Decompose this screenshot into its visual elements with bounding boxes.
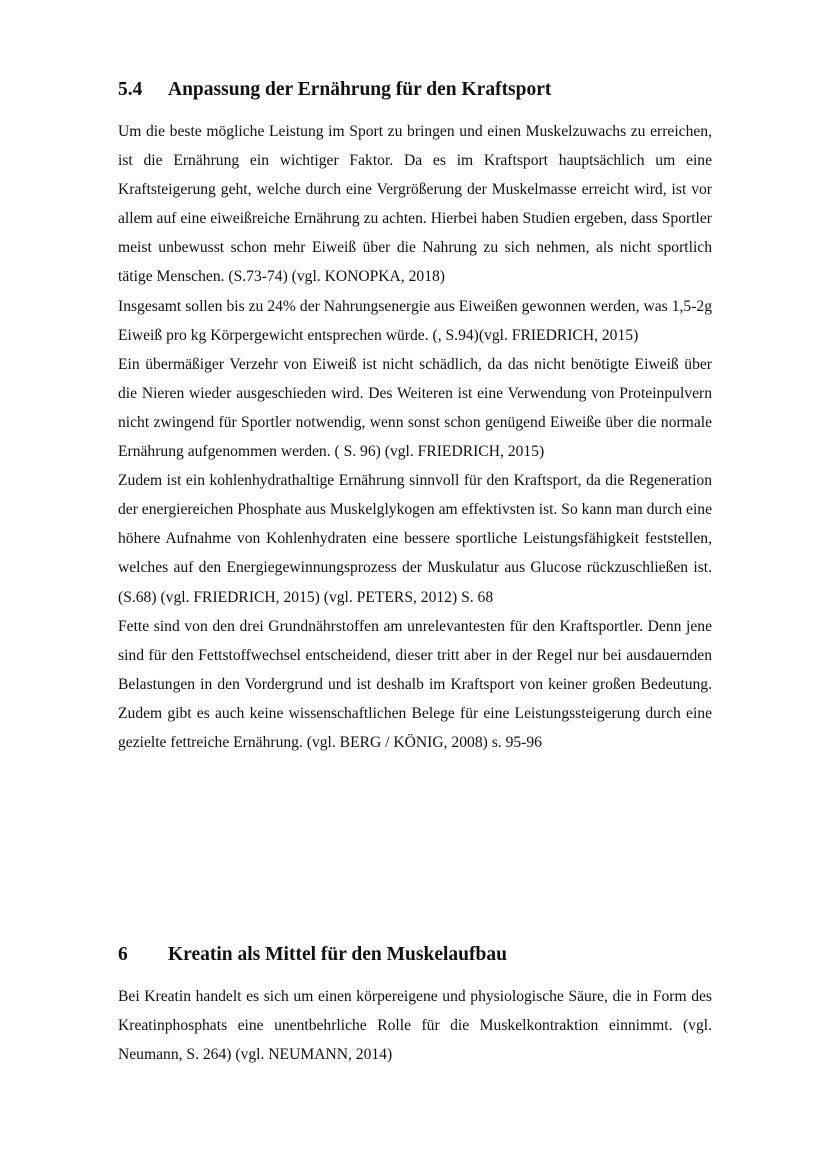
- paragraph: Insgesamt sollen bis zu 24% der Nahrungsenergie aus Eiweißen gewonnen werden, was 1,5-2g Eiweiß pro kg Körpergewicht entsprechen würde. (, S.94)(vgl. FRIEDRICH, 2015): [118, 297, 712, 344]
- section-number: 5.4: [118, 79, 143, 100]
- section-title: Anpassung der Ernährung für den Kraftsport: [168, 79, 552, 100]
- paragraph: Um die beste mögliche Leistung im Sport zu bringen und einen Muskelzuwachs zu erreichen, ist die Ernährung ein wichtiger Faktor. Da es im Kraftsport hauptsächlich um eine Kraftsteigerung geht, welche durch eine Vergrößerung der Muskelmasse erreicht wird, ist vor allem auf eine eiweißreiche Ernährung zu achten. Hierbei haben Studien ergeben, dass Sportler meist unbewusst schon mehr Eiweiß über die Nahrung zu sich nehmen, als nicht sportlich tätige Menschen. (S.73-74) (vgl. KONOPKA, 2018): [118, 123, 712, 286]
- paragraph: Bei Kreatin handelt es sich um einen körpereigene und physiologische Säure, die in Form des Kreatinphosphats eine unentbehrliche Rolle für die Muskelkontraktion einnimmt. (vgl. Neumann, S. 264) (vgl. NEUMANN, 2014): [118, 988, 712, 1064]
- paragraph: Zudem ist ein kohlenhydrathaltige Ernährung sinnvoll für den Kraftsport, da die Regeneration der energiereichen Phosphate aus Muskelglykogen am effektivsten ist. So kann man durch eine höhere Aufnahme von Kohlenhydraten eine bessere sportliche Leistungsfähigkeit feststellen, welches auf den Energiegewinnungsprozess der Muskulatur aus Glucose rückzuschließen ist. (S.68) (vgl. FRIEDRICH, 2015) (vgl. PETERS, 2012) S. 68: [118, 472, 712, 606]
- section-number: 6: [118, 944, 128, 965]
- section-heading-6: [118, 943, 712, 967]
- section-title: Kreatin als Mittel für den Muskelaufbau: [168, 944, 507, 965]
- section-body-5-4: [118, 117, 712, 757]
- paragraph: Ein übermäßiger Verzehr von Eiweiß ist nicht schädlich, da das nicht benötigte Eiweiß über die Nieren wieder ausgeschieden wird. Des Weiteren ist eine Verwendung von Proteinpulvern nicht zwingend für Sportler notwendig, wenn sonst schon genügend Eiweiße über die normale Ernährung aufgenommen werden. ( S. 96) (vgl. FRIEDRICH, 2015): [118, 355, 712, 461]
- section-body-6: [118, 982, 712, 1069]
- paragraph: Fette sind von den drei Grundnährstoffen am unrelevantesten für den Kraftsportler. Denn jene sind für den Fettstoffwechsel entscheidend, dieser tritt aber in der Regel nur bei ausdauernden Belastungen in den Vordergrund und ist deshalb im Kraftsport von keiner großen Bedeutung. Zudem gibt es auch keine wissenschaftlichen Belege für eine Leistungssteigerung durch eine gezielte fettreiche Ernährung. (vgl. BERG / KÖNIG, 2008) s. 95-96: [118, 617, 712, 751]
- section-heading-5-4: [118, 78, 712, 102]
